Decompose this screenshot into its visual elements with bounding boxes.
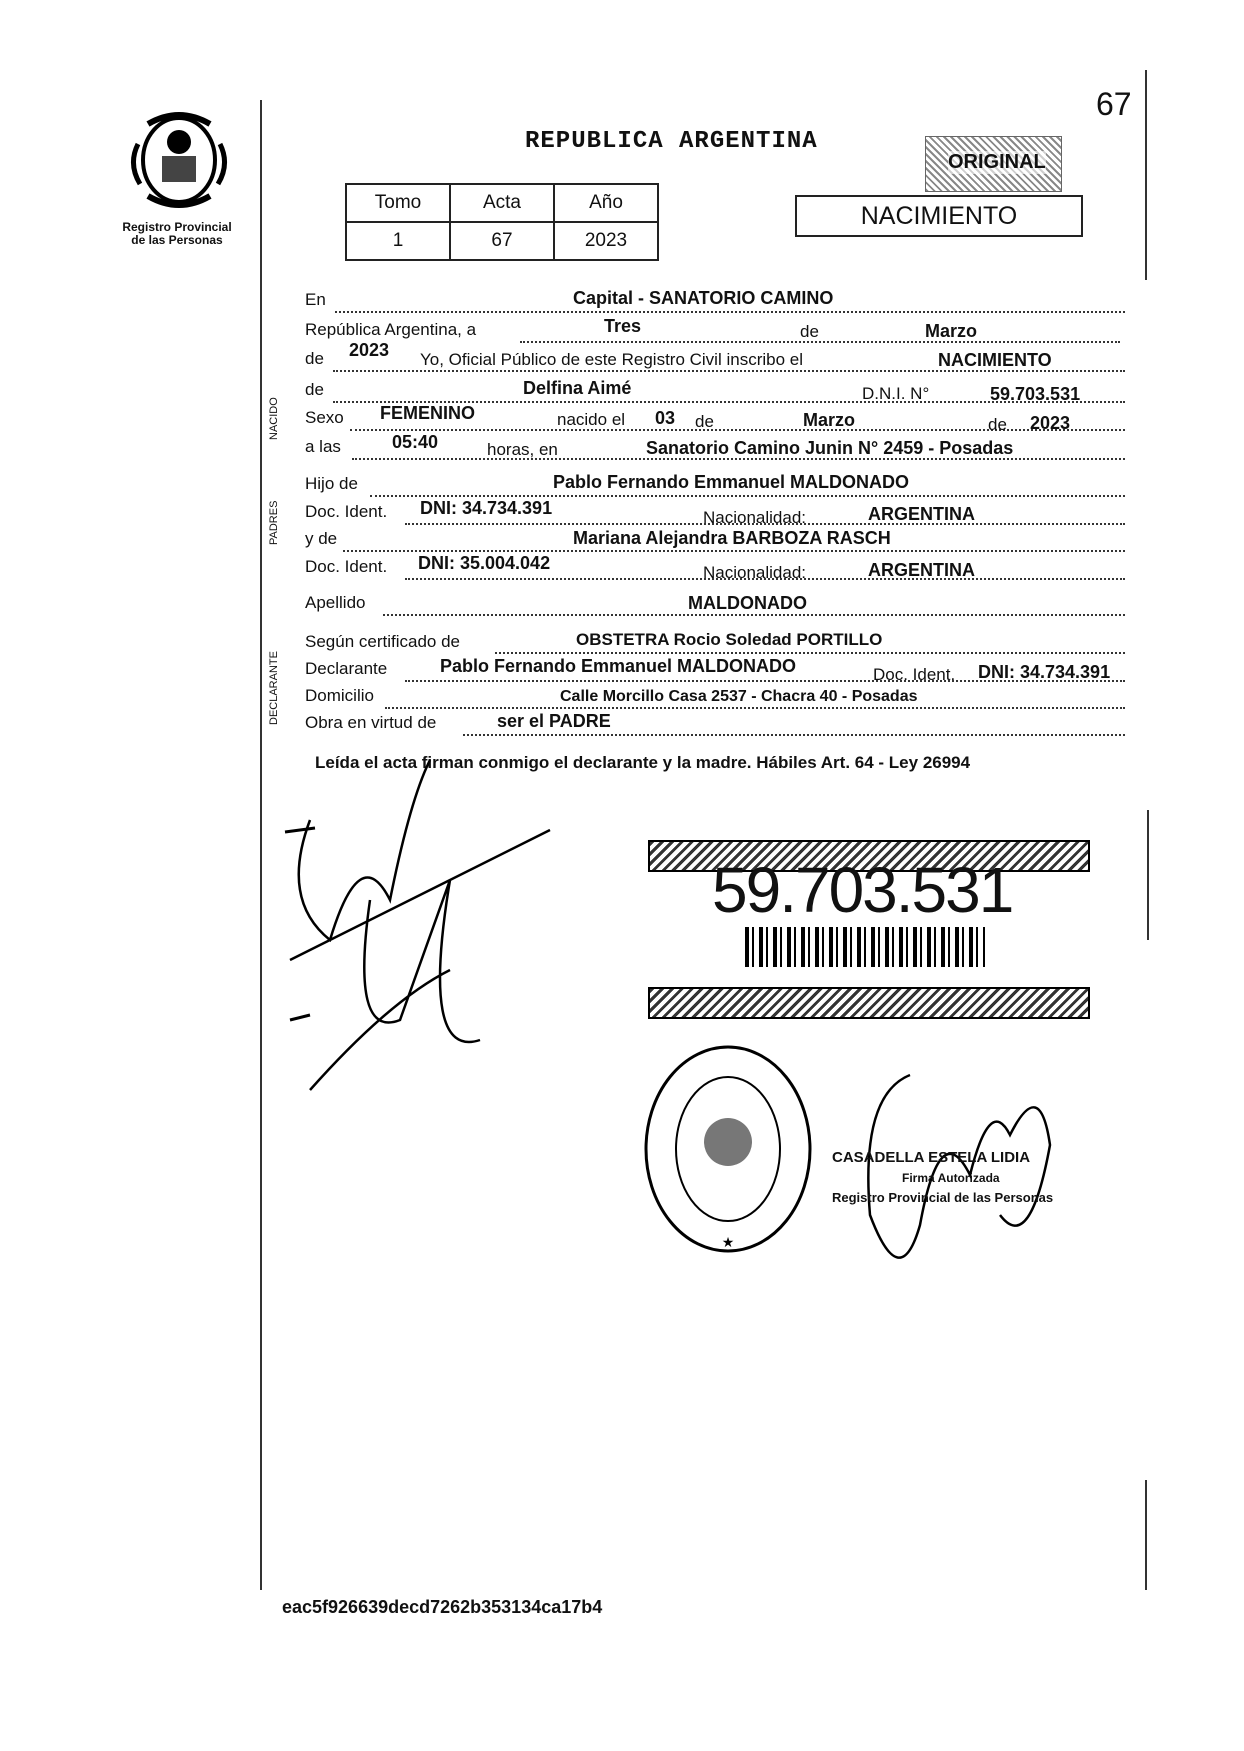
label-en: En — [305, 290, 326, 309]
ref-value-anio: 2023 — [554, 222, 658, 260]
security-band-bottom — [648, 987, 1090, 1019]
ref-value-tomo: 1 — [346, 222, 450, 260]
value-place: Capital - SANATORIO CAMINO — [573, 288, 834, 308]
value-birth-year: 2023 — [1030, 413, 1071, 433]
ref-header-tomo: Tomo — [346, 184, 450, 222]
label-de-3: de — [305, 380, 324, 399]
registrar-office: Registro Provincial de las Personas — [832, 1190, 1054, 1205]
value-year: 2023 — [349, 340, 390, 360]
value-father-dni: DNI: 34.734.391 — [420, 498, 553, 518]
label-dni: D.N.I. N° — [862, 384, 930, 403]
value-surname: MALDONADO — [688, 593, 807, 613]
dotted-line — [343, 550, 1125, 552]
label-segun-certificado: Según certificado de — [305, 632, 460, 651]
value-mother-nationality: ARGENTINA — [868, 560, 975, 580]
label-obra-en-virtud: Obra en virtud de — [305, 713, 437, 732]
right-margin-line — [1145, 70, 1147, 280]
side-label-padres: PADRES — [268, 500, 280, 545]
right-margin-line-2 — [1147, 810, 1149, 940]
registrar-name: CASADELLA ESTELA LIDIA — [832, 1149, 1031, 1166]
dotted-line — [383, 614, 1125, 616]
value-dni: 59.703.531 — [990, 384, 1081, 404]
dotted-line — [350, 429, 1125, 431]
dotted-line — [520, 341, 1120, 343]
registrar-block — [832, 1148, 1053, 1208]
right-margin-line-3 — [1145, 1480, 1147, 1590]
value-acta-kind: NACIMIENTO — [938, 350, 1052, 370]
logo-caption: Registro Provincial de las Personas — [122, 220, 232, 247]
label-horas-en: horas, en — [487, 440, 558, 459]
label-doc-ident-2: Doc. Ident. — [305, 557, 388, 576]
label-nacido: nacido el — [557, 410, 626, 429]
value-declarant: Pablo Fernando Emmanuel MALDONADO — [440, 656, 797, 676]
value-address: Calle Morcillo Casa 2537 - Chacra 40 - Posadas — [560, 688, 918, 705]
label-nacionalidad-2: Nacionalidad: — [703, 563, 807, 582]
label-sexo: Sexo — [305, 408, 344, 427]
acta-reference-table — [345, 183, 659, 261]
value-mother: Mariana Alejandra BARBOZA RASCH — [573, 528, 891, 548]
registrar-role: Firma Autorizada — [902, 1171, 1000, 1185]
value-birth-month: Marzo — [803, 410, 856, 430]
label-doc-ident-1: Doc. Ident. — [305, 502, 388, 521]
label-de: de — [800, 322, 819, 341]
label-doc-ident-3: Doc. Ident. — [873, 665, 956, 684]
document-hash: eac5f926639decd7262b353134ca17b4 — [282, 1597, 603, 1617]
value-birth-time: 05:40 — [392, 432, 439, 452]
value-reason: ser el PADRE — [497, 711, 611, 731]
dotted-line — [370, 495, 1125, 497]
side-label-nacido: NACIDO — [268, 397, 280, 440]
value-birth-day: 03 — [655, 408, 676, 428]
acta-type-box: NACIMIENTO — [795, 195, 1083, 237]
dotted-line — [495, 652, 1125, 654]
dotted-line — [463, 734, 1125, 736]
official-seal — [640, 1042, 816, 1256]
label-hijo-de: Hijo de — [305, 474, 358, 493]
ref-header-anio: Año — [554, 184, 658, 222]
side-label-declarante: DECLARANTE — [268, 651, 280, 725]
page-number: 67 — [1096, 86, 1132, 122]
ref-value-acta: 67 — [450, 222, 554, 260]
label-declarante: Declarante — [305, 659, 388, 678]
label-inscribo: Yo, Oficial Público de este Registro Civil inscribo el — [420, 350, 803, 369]
value-father: Pablo Fernando Emmanuel MALDONADO — [553, 472, 910, 492]
value-day: Tres — [604, 316, 642, 336]
value-child-name: Delfina Aimé — [523, 378, 632, 398]
signature-scribble-left — [270, 760, 570, 1120]
left-margin-line — [260, 100, 262, 1590]
document-title: REPUBLICA ARGENTINA — [525, 128, 818, 155]
label-nacionalidad-1: Nacionalidad: — [703, 508, 807, 527]
label-de-4: de — [695, 412, 714, 431]
label-de-2: de — [305, 349, 324, 368]
value-month: Marzo — [925, 321, 978, 341]
label-apellido: Apellido — [305, 593, 366, 612]
dotted-line — [335, 311, 1125, 313]
value-birth-place: Sanatorio Camino Junin N° 2459 - Posadas — [646, 438, 1014, 458]
provincial-coat-of-arms-logo — [128, 104, 230, 216]
legal-text: Leída el acta firman conmigo el declarante y la madre. Hábiles Art. 64 - Ley 26994 — [315, 753, 971, 772]
dni-barcode — [745, 927, 985, 967]
label-domicilio: Domicilio — [305, 686, 374, 705]
value-mother-dni: DNI: 35.004.042 — [418, 553, 551, 573]
dotted-line — [385, 707, 1125, 709]
label-a-las: a las — [305, 437, 341, 456]
svg-text:★: ★ — [721, 1235, 735, 1251]
label-y-de: y de — [305, 529, 338, 548]
dni-large-number: 59.703.531 — [712, 854, 1013, 926]
value-declarant-dni: DNI: 34.734.391 — [978, 662, 1111, 682]
value-certificate: OBSTETRA Rocio Soledad PORTILLO — [576, 630, 883, 649]
ref-header-acta: Acta — [450, 184, 554, 222]
value-sex: FEMENINO — [380, 403, 476, 423]
original-stamp: ORIGINAL — [925, 136, 1062, 192]
value-father-nationality: ARGENTINA — [868, 504, 975, 524]
label-de-5: de — [988, 415, 1007, 434]
label-republica: República Argentina, a — [305, 320, 477, 339]
